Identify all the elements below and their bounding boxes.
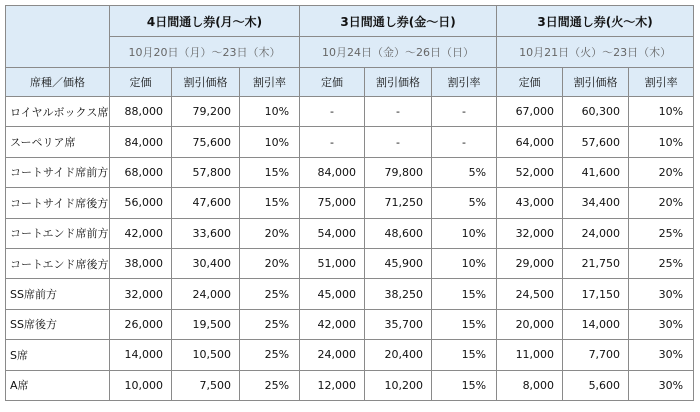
discount-cell: 79,800 bbox=[365, 157, 432, 187]
discount-cell: 10,200 bbox=[365, 370, 432, 400]
discount-cell: 35,700 bbox=[365, 309, 432, 339]
rate-cell: 25% bbox=[629, 248, 694, 278]
discount-cell: 38,250 bbox=[365, 279, 432, 309]
regular-cell: 10,000 bbox=[110, 370, 172, 400]
rate-cell: 10% bbox=[629, 127, 694, 157]
regular-cell: 56,000 bbox=[110, 188, 172, 218]
column-header-rate: 割引率 bbox=[432, 68, 497, 97]
rate-cell: 20% bbox=[629, 188, 694, 218]
discount-cell: - bbox=[365, 127, 432, 157]
rate-cell: 15% bbox=[432, 309, 497, 339]
table-row bbox=[6, 97, 694, 127]
rate-cell: 15% bbox=[432, 340, 497, 370]
discount-cell: 57,800 bbox=[172, 157, 240, 187]
column-header-rate: 割引率 bbox=[240, 68, 300, 97]
discount-cell: 41,600 bbox=[563, 157, 629, 187]
column-header-regular: 定価 bbox=[300, 68, 365, 97]
regular-cell: 12,000 bbox=[300, 370, 365, 400]
rate-cell: 25% bbox=[240, 370, 300, 400]
seat-name-cell: A席 bbox=[6, 370, 110, 400]
table-row bbox=[6, 279, 694, 309]
table-row bbox=[6, 218, 694, 248]
regular-cell: 68,000 bbox=[110, 157, 172, 187]
regular-cell: 24,000 bbox=[300, 340, 365, 370]
regular-cell: - bbox=[300, 127, 365, 157]
regular-cell: 84,000 bbox=[300, 157, 365, 187]
regular-cell: 42,000 bbox=[110, 218, 172, 248]
corner-cell bbox=[6, 6, 110, 68]
discount-cell: 21,750 bbox=[563, 248, 629, 278]
regular-cell: 26,000 bbox=[110, 309, 172, 339]
table-row bbox=[6, 188, 694, 218]
rate-cell: 30% bbox=[629, 340, 694, 370]
rate-cell: 20% bbox=[240, 218, 300, 248]
discount-cell: 7,500 bbox=[172, 370, 240, 400]
regular-cell: - bbox=[300, 97, 365, 127]
rate-cell: 10% bbox=[240, 97, 300, 127]
discount-cell: 19,500 bbox=[172, 309, 240, 339]
rate-cell: 5% bbox=[432, 188, 497, 218]
rate-cell: - bbox=[432, 97, 497, 127]
rate-cell: 15% bbox=[240, 188, 300, 218]
regular-cell: 84,000 bbox=[110, 127, 172, 157]
rate-cell: 25% bbox=[240, 309, 300, 339]
regular-cell: 42,000 bbox=[300, 309, 365, 339]
discount-cell: 33,600 bbox=[172, 218, 240, 248]
column-header-discount: 割引価格 bbox=[365, 68, 432, 97]
regular-cell: 38,000 bbox=[110, 248, 172, 278]
regular-cell: 8,000 bbox=[497, 370, 563, 400]
regular-cell: 75,000 bbox=[300, 188, 365, 218]
regular-cell: 88,000 bbox=[110, 97, 172, 127]
regular-cell: 52,000 bbox=[497, 157, 563, 187]
group-dates-3day-tue-thu: 10月21日（火）～23日（木） bbox=[497, 37, 694, 68]
discount-cell: 17,150 bbox=[563, 279, 629, 309]
discount-cell: 34,400 bbox=[563, 188, 629, 218]
column-header-discount: 割引価格 bbox=[172, 68, 240, 97]
discount-cell: 24,000 bbox=[172, 279, 240, 309]
rate-cell: 25% bbox=[629, 218, 694, 248]
regular-cell: 67,000 bbox=[497, 97, 563, 127]
discount-cell: 60,300 bbox=[563, 97, 629, 127]
group-title-3day-fri-sun: 3日間通し券(金～日) bbox=[300, 6, 497, 37]
regular-cell: 24,500 bbox=[497, 279, 563, 309]
table-body bbox=[6, 97, 694, 401]
discount-cell: 75,600 bbox=[172, 127, 240, 157]
rate-cell: 25% bbox=[240, 340, 300, 370]
discount-cell: 45,900 bbox=[365, 248, 432, 278]
table-row bbox=[6, 370, 694, 400]
regular-cell: 29,000 bbox=[497, 248, 563, 278]
group-title-4day-mon-thu: 4日間通し券(月～木) bbox=[110, 6, 300, 37]
regular-cell: 54,000 bbox=[300, 218, 365, 248]
regular-cell: 64,000 bbox=[497, 127, 563, 157]
seat-name-cell: S席 bbox=[6, 340, 110, 370]
regular-cell: 32,000 bbox=[110, 279, 172, 309]
regular-cell: 14,000 bbox=[110, 340, 172, 370]
column-header-regular: 定価 bbox=[497, 68, 563, 97]
rate-cell: 20% bbox=[629, 157, 694, 187]
seat-name-cell: コートサイド席後方 bbox=[6, 188, 110, 218]
rate-cell: 10% bbox=[629, 97, 694, 127]
group-dates-4day-mon-thu: 10月20日（月）～23日（木） bbox=[110, 37, 300, 68]
column-header-discount: 割引価格 bbox=[563, 68, 629, 97]
column-header-regular: 定価 bbox=[110, 68, 172, 97]
seat-name-cell: SS席後方 bbox=[6, 309, 110, 339]
discount-cell: 14,000 bbox=[563, 309, 629, 339]
rate-cell: 10% bbox=[432, 218, 497, 248]
rate-cell: 10% bbox=[240, 127, 300, 157]
discount-cell: 10,500 bbox=[172, 340, 240, 370]
header-row-dates bbox=[6, 37, 694, 68]
seat-name-cell: スーペリア席 bbox=[6, 127, 110, 157]
regular-cell: 45,000 bbox=[300, 279, 365, 309]
regular-cell: 51,000 bbox=[300, 248, 365, 278]
rate-cell: 30% bbox=[629, 279, 694, 309]
seat-name-cell: ロイヤルボックス席 bbox=[6, 97, 110, 127]
rate-cell: 30% bbox=[629, 309, 694, 339]
discount-cell: 71,250 bbox=[365, 188, 432, 218]
rate-cell: 30% bbox=[629, 370, 694, 400]
rate-cell: 5% bbox=[432, 157, 497, 187]
group-dates-3day-fri-sun: 10月24日（金）～26日（日） bbox=[300, 37, 497, 68]
seat-name-cell: コートサイド席前方 bbox=[6, 157, 110, 187]
header-row-columns bbox=[6, 68, 694, 97]
table-row bbox=[6, 248, 694, 278]
rate-cell: 15% bbox=[240, 157, 300, 187]
rate-cell: - bbox=[432, 127, 497, 157]
table-row bbox=[6, 127, 694, 157]
regular-cell: 43,000 bbox=[497, 188, 563, 218]
regular-cell: 20,000 bbox=[497, 309, 563, 339]
discount-cell: 20,400 bbox=[365, 340, 432, 370]
rate-cell: 20% bbox=[240, 248, 300, 278]
discount-cell: 5,600 bbox=[563, 370, 629, 400]
seat-name-cell: コートエンド席後方 bbox=[6, 248, 110, 278]
discount-cell: - bbox=[365, 97, 432, 127]
column-header-rate: 割引率 bbox=[629, 68, 694, 97]
regular-cell: 32,000 bbox=[497, 218, 563, 248]
rate-cell: 10% bbox=[432, 248, 497, 278]
discount-cell: 24,000 bbox=[563, 218, 629, 248]
discount-cell: 7,700 bbox=[563, 340, 629, 370]
table-row bbox=[6, 309, 694, 339]
seat-name-cell: SS席前方 bbox=[6, 279, 110, 309]
discount-cell: 47,600 bbox=[172, 188, 240, 218]
column-header-seat-price: 席種／価格 bbox=[6, 68, 110, 97]
discount-cell: 30,400 bbox=[172, 248, 240, 278]
regular-cell: 11,000 bbox=[497, 340, 563, 370]
group-title-3day-tue-thu: 3日間通し券(火～木) bbox=[497, 6, 694, 37]
seat-name-cell: コートエンド席前方 bbox=[6, 218, 110, 248]
rate-cell: 25% bbox=[240, 279, 300, 309]
discount-cell: 57,600 bbox=[563, 127, 629, 157]
discount-cell: 79,200 bbox=[172, 97, 240, 127]
rate-cell: 15% bbox=[432, 370, 497, 400]
rate-cell: 15% bbox=[432, 279, 497, 309]
header-row-titles bbox=[6, 6, 694, 37]
table-row bbox=[6, 157, 694, 187]
table-row bbox=[6, 340, 694, 370]
discount-cell: 48,600 bbox=[365, 218, 432, 248]
ticket-price-table bbox=[5, 5, 694, 401]
